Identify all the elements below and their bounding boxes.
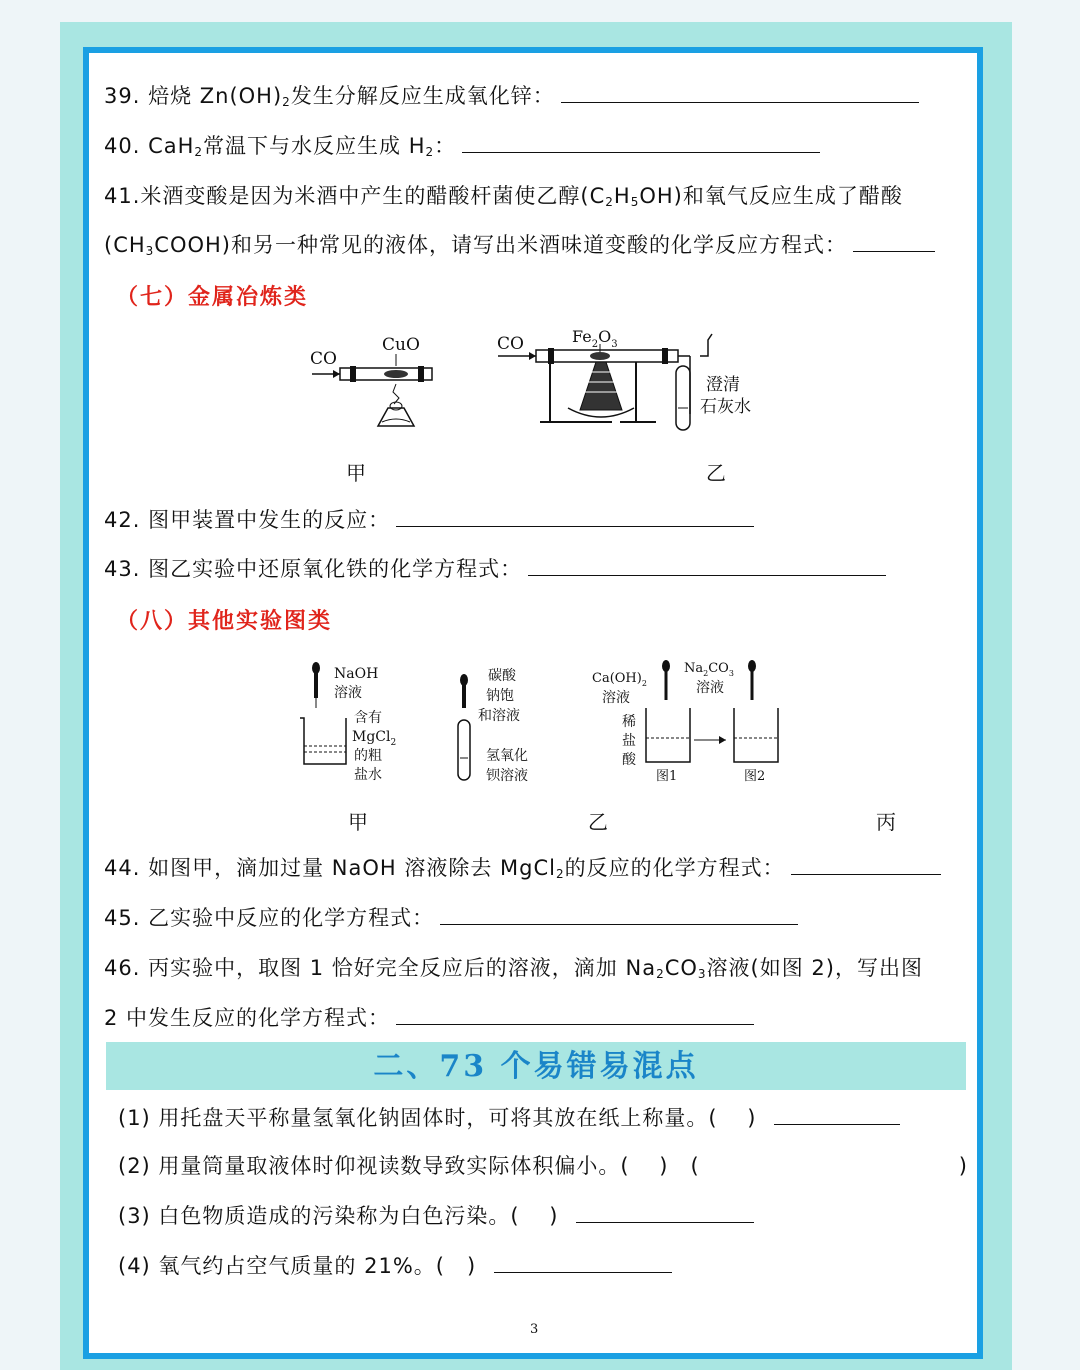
- svg-text:氢氧化: 氢氧化: [486, 748, 528, 764]
- gas-label: CO: [310, 349, 337, 369]
- svg-text:溶液: 溶液: [334, 685, 362, 701]
- svg-text:NaOH: NaOH: [334, 666, 379, 682]
- svg-text:碳酸: 碳酸: [488, 668, 516, 684]
- svg-text:MgCl2: MgCl$_2$: [352, 729, 397, 748]
- answer-blank[interactable]: [528, 555, 886, 576]
- figure-caption: 乙: [588, 810, 608, 834]
- question-39: 39. 焙烧 $Zn(OH)_2$发生分解反应生成氧化锌：: [104, 82, 919, 110]
- answer-blank[interactable]: [774, 1104, 900, 1125]
- limewater-label: 澄清: [706, 375, 740, 395]
- question-46-line2: 2 中发生反应的化学方程式：: [104, 1004, 754, 1032]
- answer-blank[interactable]: [494, 1252, 672, 1273]
- section-banner: 二、73 个易错易混点: [106, 1042, 966, 1090]
- question-44: 44. 如图甲，滴加过量 NaOH 溶液除去 MgCl$_2$的反应的化学方程式：: [104, 854, 941, 882]
- section-7-heading: （七）金属冶炼类: [116, 285, 309, 310]
- section-8-heading: （八）其他实验图类: [116, 609, 333, 634]
- svg-text:溶液: 溶液: [602, 690, 630, 706]
- figure-caption: 丙: [876, 810, 896, 834]
- question-42: 42. 图甲装置中发生的反应：: [104, 506, 754, 534]
- answer-blank[interactable]: [576, 1202, 754, 1223]
- answer-blank[interactable]: [396, 1004, 754, 1025]
- question-41-line2: $(CH_3COOH)$和另一种常见的液体，请写出米酒味道变酸的化学反应方程式：: [104, 231, 935, 259]
- question-46-line1: 46. 丙实验中，取图 1 恰好完全反应后的溶液，滴加 $Na_2CO_3$溶液(如图 2)，写出图: [104, 956, 923, 981]
- svg-text:Na2CO3: $Na_2CO_3$: [684, 661, 734, 678]
- reagent-label: $Fe_2O_3$: [572, 327, 618, 350]
- figure-caption: 甲: [346, 461, 366, 485]
- svg-text:酸: 酸: [622, 752, 636, 768]
- figure-caption: 乙: [706, 461, 726, 485]
- svg-text:Ca(OH)2: $Ca(OH)_2$: [592, 671, 647, 688]
- figure-caption: 甲: [348, 810, 368, 834]
- answer-blank[interactable]: [462, 132, 820, 153]
- item-3: (3) 白色物质造成的污染称为白色污染。( ): [118, 1202, 754, 1230]
- svg-text:图1: 图1: [656, 769, 678, 784]
- svg-text:溶液: 溶液: [696, 680, 724, 696]
- svg-text:盐: 盐: [622, 733, 636, 749]
- answer-blank[interactable]: [440, 904, 798, 925]
- item-4: (4) 氧气约占空气质量的 21%。( ): [118, 1252, 672, 1280]
- question-45: 45. 乙实验中反应的化学方程式：: [104, 904, 798, 932]
- other-experiment-figures: [290, 648, 790, 788]
- svg-text:钡溶液: 钡溶液: [486, 768, 528, 784]
- svg-text:盐水: 盐水: [354, 767, 382, 783]
- question-40: 40. CaH$_2$常温下与水反应生成 $H_2$：: [104, 132, 820, 160]
- answer-blank[interactable]: [561, 82, 919, 103]
- answer-blank[interactable]: [791, 854, 941, 875]
- reagent-label: CuO: [382, 335, 420, 355]
- answer-blank[interactable]: [853, 231, 935, 252]
- svg-text:的粗: 的粗: [354, 748, 382, 764]
- question-43: 43. 图乙实验中还原氧化铁的化学方程式：: [104, 555, 886, 583]
- svg-text:图2: 图2: [744, 769, 766, 784]
- item-1: (1) 用托盘天平称量氢氧化钠固体时，可将其放在纸上称量。( ): [118, 1104, 900, 1132]
- answer-blank[interactable]: [396, 506, 754, 527]
- svg-text:含有: 含有: [354, 710, 382, 726]
- svg-text:钠饱: 钠饱: [486, 688, 514, 704]
- item-2: (2) 用量筒量取液体时仰视读数导致实际体积偏小。( ) ( ): [118, 1154, 968, 1178]
- page-number: 3: [530, 1322, 539, 1337]
- svg-text:和溶液: 和溶液: [478, 708, 520, 724]
- gas-label: CO: [497, 334, 524, 354]
- metal-smelting-figures: [300, 322, 780, 442]
- limewater-label: 石灰水: [700, 397, 751, 417]
- question-41-line1: 41.米酒变酸是因为米酒中产生的醋酸杆菌使乙醇$(C_2H_5OH)$和氧气反应生成了醋酸: [104, 184, 903, 209]
- svg-text:稀: 稀: [622, 714, 636, 730]
